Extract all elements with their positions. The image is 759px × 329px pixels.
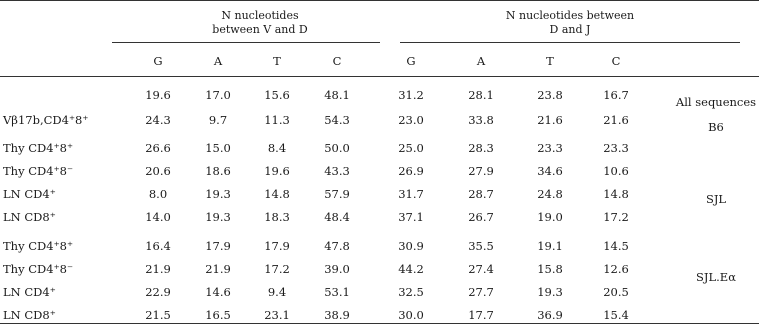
table-cell: 33.8 xyxy=(468,113,494,127)
column-header: C xyxy=(611,54,621,68)
column-header: G xyxy=(406,54,416,68)
table-cell: 14.6 xyxy=(205,285,231,299)
table-cell: 21.6 xyxy=(537,113,563,127)
table-cell: 17.9 xyxy=(205,239,231,253)
table-cell: 16.7 xyxy=(603,88,629,102)
top-rule xyxy=(0,0,759,1)
table-cell: 26.9 xyxy=(398,164,424,178)
table-cell: 21.9 xyxy=(205,262,231,276)
row-label: LN CD4⁺ xyxy=(3,285,56,299)
header-group2-line2: D and J xyxy=(549,23,591,36)
table-cell: 50.0 xyxy=(324,141,350,155)
group-label-all: All sequences xyxy=(675,95,757,109)
table-cell: 28.7 xyxy=(468,187,494,201)
row-label: Vβ17b,CD4⁺8⁺ xyxy=(3,113,89,127)
table-cell: 17.2 xyxy=(264,262,290,276)
row-label: LN CD8⁺ xyxy=(3,308,56,322)
table-cell: 14.5 xyxy=(603,239,629,253)
column-header: G xyxy=(153,54,163,68)
row-label: Thy CD4⁺8⁻ xyxy=(3,164,74,178)
table-cell: 24.8 xyxy=(537,187,563,201)
table-cell: 21.5 xyxy=(145,308,171,322)
table-cell: 18.6 xyxy=(205,164,231,178)
table-cell: 26.7 xyxy=(468,210,494,224)
table-cell: 53.1 xyxy=(324,285,350,299)
table-cell: 17.0 xyxy=(205,88,231,102)
table-cell: 23.8 xyxy=(537,88,563,102)
group-label-sjl-ea: SJL.Eα xyxy=(696,270,736,284)
column-header: C xyxy=(332,54,342,68)
table-cell: 19.0 xyxy=(537,210,563,224)
row-label: Thy CD4⁺8⁺ xyxy=(3,239,74,253)
group-label-b6: B6 xyxy=(708,120,724,134)
table-cell: 57.9 xyxy=(324,187,350,201)
column-header: T xyxy=(273,54,281,68)
table-cell: 15.6 xyxy=(264,88,290,102)
header-group1-line2: between V and D xyxy=(212,23,308,36)
table-cell: 38.9 xyxy=(324,308,350,322)
header-group1-line1: N nucleotides xyxy=(221,9,299,22)
table-cell: 26.6 xyxy=(145,141,171,155)
table-cell: 24.3 xyxy=(145,113,171,127)
table-cell: 32.5 xyxy=(398,285,424,299)
table-cell: 19.3 xyxy=(205,187,231,201)
header-group2 xyxy=(475,9,665,37)
table-cell: 19.3 xyxy=(205,210,231,224)
table-cell: 8.4 xyxy=(267,141,287,155)
table-cell: 20.5 xyxy=(603,285,629,299)
table-cell: 37.1 xyxy=(398,210,424,224)
table-cell: 30.9 xyxy=(398,239,424,253)
table-cell: 23.3 xyxy=(603,141,629,155)
table-cell: 21.6 xyxy=(603,113,629,127)
table-cell: 15.4 xyxy=(603,308,629,322)
table-cell: 21.9 xyxy=(145,262,171,276)
table-cell: 54.3 xyxy=(324,113,350,127)
table-cell: 9.7 xyxy=(208,113,228,127)
spanner-rule-2 xyxy=(400,42,740,43)
table-cell: 30.0 xyxy=(398,308,424,322)
table-cell: 23.1 xyxy=(264,308,290,322)
table-cell: 17.9 xyxy=(264,239,290,253)
group-label-sjl: SJL xyxy=(705,192,727,206)
table-cell: 19.6 xyxy=(145,88,171,102)
table-cell: 8.0 xyxy=(148,187,168,201)
table-cell: 16.4 xyxy=(145,239,171,253)
table-cell: 36.9 xyxy=(537,308,563,322)
table-cell: 14.8 xyxy=(603,187,629,201)
table-cell: 14.8 xyxy=(264,187,290,201)
table-cell: 43.3 xyxy=(324,164,350,178)
table-cell: 19.6 xyxy=(264,164,290,178)
column-header: A xyxy=(213,54,223,68)
table-cell: 22.9 xyxy=(145,285,171,299)
table-cell: 20.6 xyxy=(145,164,171,178)
table-cell: 34.6 xyxy=(537,164,563,178)
table-cell: 47.8 xyxy=(324,239,350,253)
table-cell: 23.3 xyxy=(537,141,563,155)
table-cell: 39.0 xyxy=(324,262,350,276)
table-cell: 48.4 xyxy=(324,210,350,224)
table-cell: 27.7 xyxy=(468,285,494,299)
table-cell: 15.0 xyxy=(205,141,231,155)
column-header: T xyxy=(546,54,554,68)
table-cell: 16.5 xyxy=(205,308,231,322)
table-cell: 18.3 xyxy=(264,210,290,224)
table-cell: 10.6 xyxy=(603,164,629,178)
table-cell: 9.4 xyxy=(267,285,287,299)
row-label: Thy CD4⁺8⁺ xyxy=(3,141,74,155)
column-header: A xyxy=(476,54,486,68)
table-cell: 35.5 xyxy=(468,239,494,253)
table-cell: 23.0 xyxy=(398,113,424,127)
table-cell: 31.7 xyxy=(398,187,424,201)
row-label: LN CD4⁺ xyxy=(3,187,56,201)
table-cell: 17.2 xyxy=(603,210,629,224)
table-cell: 17.7 xyxy=(468,308,494,322)
spanner-rule-1 xyxy=(112,42,380,43)
header-group1 xyxy=(185,9,335,37)
table-cell: 19.1 xyxy=(537,239,563,253)
row-label: LN CD8⁺ xyxy=(3,210,56,224)
table-cell: 27.9 xyxy=(468,164,494,178)
table-cell: 12.6 xyxy=(603,262,629,276)
table-cell: 11.3 xyxy=(264,113,290,127)
header-group2-line1: N nucleotides between xyxy=(505,9,635,22)
table-cell: 25.0 xyxy=(398,141,424,155)
table-cell: 15.8 xyxy=(537,262,563,276)
table-cell: 31.2 xyxy=(398,88,424,102)
table-cell: 28.1 xyxy=(468,88,494,102)
header-bottom-rule xyxy=(0,76,759,77)
row-label: Thy CD4⁺8⁻ xyxy=(3,262,74,276)
table-cell: 44.2 xyxy=(398,262,424,276)
table-cell: 48.1 xyxy=(324,88,350,102)
table-cell: 28.3 xyxy=(468,141,494,155)
table-cell: 19.3 xyxy=(537,285,563,299)
bottom-rule xyxy=(0,323,759,324)
table-cell: 14.0 xyxy=(145,210,171,224)
table-cell: 27.4 xyxy=(468,262,494,276)
